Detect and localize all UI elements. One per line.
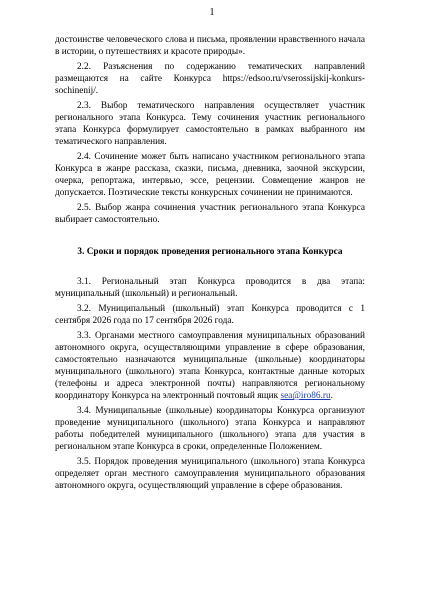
paragraph-3-3 <box>55 330 365 402</box>
section-3-heading: 3. Сроки и порядок проведения регионального этапа Конкурса <box>77 247 343 257</box>
document-body <box>55 34 365 495</box>
paragraph-2-2: 2.2. Разъяснения по содержанию тематических направлений размещаются на сайте Конкурса https://edsoo.ru/vserossijskij-konkurs-sochinenij/. <box>55 62 365 96</box>
paragraph-3-4: 3.4. Муниципальные (школьные) координаторы Конкурса организуют проведение муниципального (школьного) этапа Конкурса и направляют работы победителей муниципального (школьного) этапа для участия в региональном этапе Конкурса в сроки, определенные Положением. <box>55 406 365 452</box>
paragraph-3-1: 3.1. Региональный этап Конкурса проводится в два этапа: муниципальный (школьный) и региональный. <box>55 277 365 299</box>
paragraph-2-5: 2.5. Выбор жанра сочинения участник регионального этапа Конкурса выбирает самостоятельно. <box>55 203 365 225</box>
paragraph-2-1-continuation: достоинстве человеческого слова и письма, проявлении нравственного начала в истории, о путешествиях и красоте природы». <box>55 35 365 57</box>
paragraph-3-3-text: 3.3. Органами местного самоуправления муниципальных образований автономного округа, осуществляющими управление в сфере образования, самостоятельно назначаются муниципальные (школьные) координаторы муниципального (школьного) этапа Конкурса, контактные данные которых (телефоны и адреса электронной почты) направляются региональному координатору Конкурса на электронный почтовый ящик <box>55 331 365 401</box>
paragraph-3-2: 3.2. Муниципальный (школьный) этап Конкурса проводится с 1 сентября 2026 года по 17 сентября 2026 года. <box>55 304 365 326</box>
email-link[interactable]: sea@iro86.ru <box>280 391 331 401</box>
page-number: 1 <box>209 7 215 18</box>
paragraph-2-4: 2.4. Сочинение может быть написано участником регионального этапа Конкурса в жанре рассказа, сказки, письма, дневника, заочной экскурсии, очерка, репортажа, интервью, эссе, рецензии. Совмещение жанров не допускается. Поэтические тексты конкурсных сочинении не принимаются. <box>55 152 365 198</box>
paragraph-3-5: 3.5. Порядок проведения муниципального (школьного) этапа Конкурса определяет орган местного самоуправления муниципального образования автономного округа, осуществляющий управление в сфере образования. <box>55 457 365 491</box>
paragraph-3-3-tail: . <box>330 391 333 401</box>
paragraph-2-3: 2.3. Выбор тематического направления осуществляет участник регионального этапа Конкурса. Тему сочинения участник регионального этапа Конкурса формулирует самостоятельно в рамках выбранного им тематического направления. <box>55 101 365 147</box>
